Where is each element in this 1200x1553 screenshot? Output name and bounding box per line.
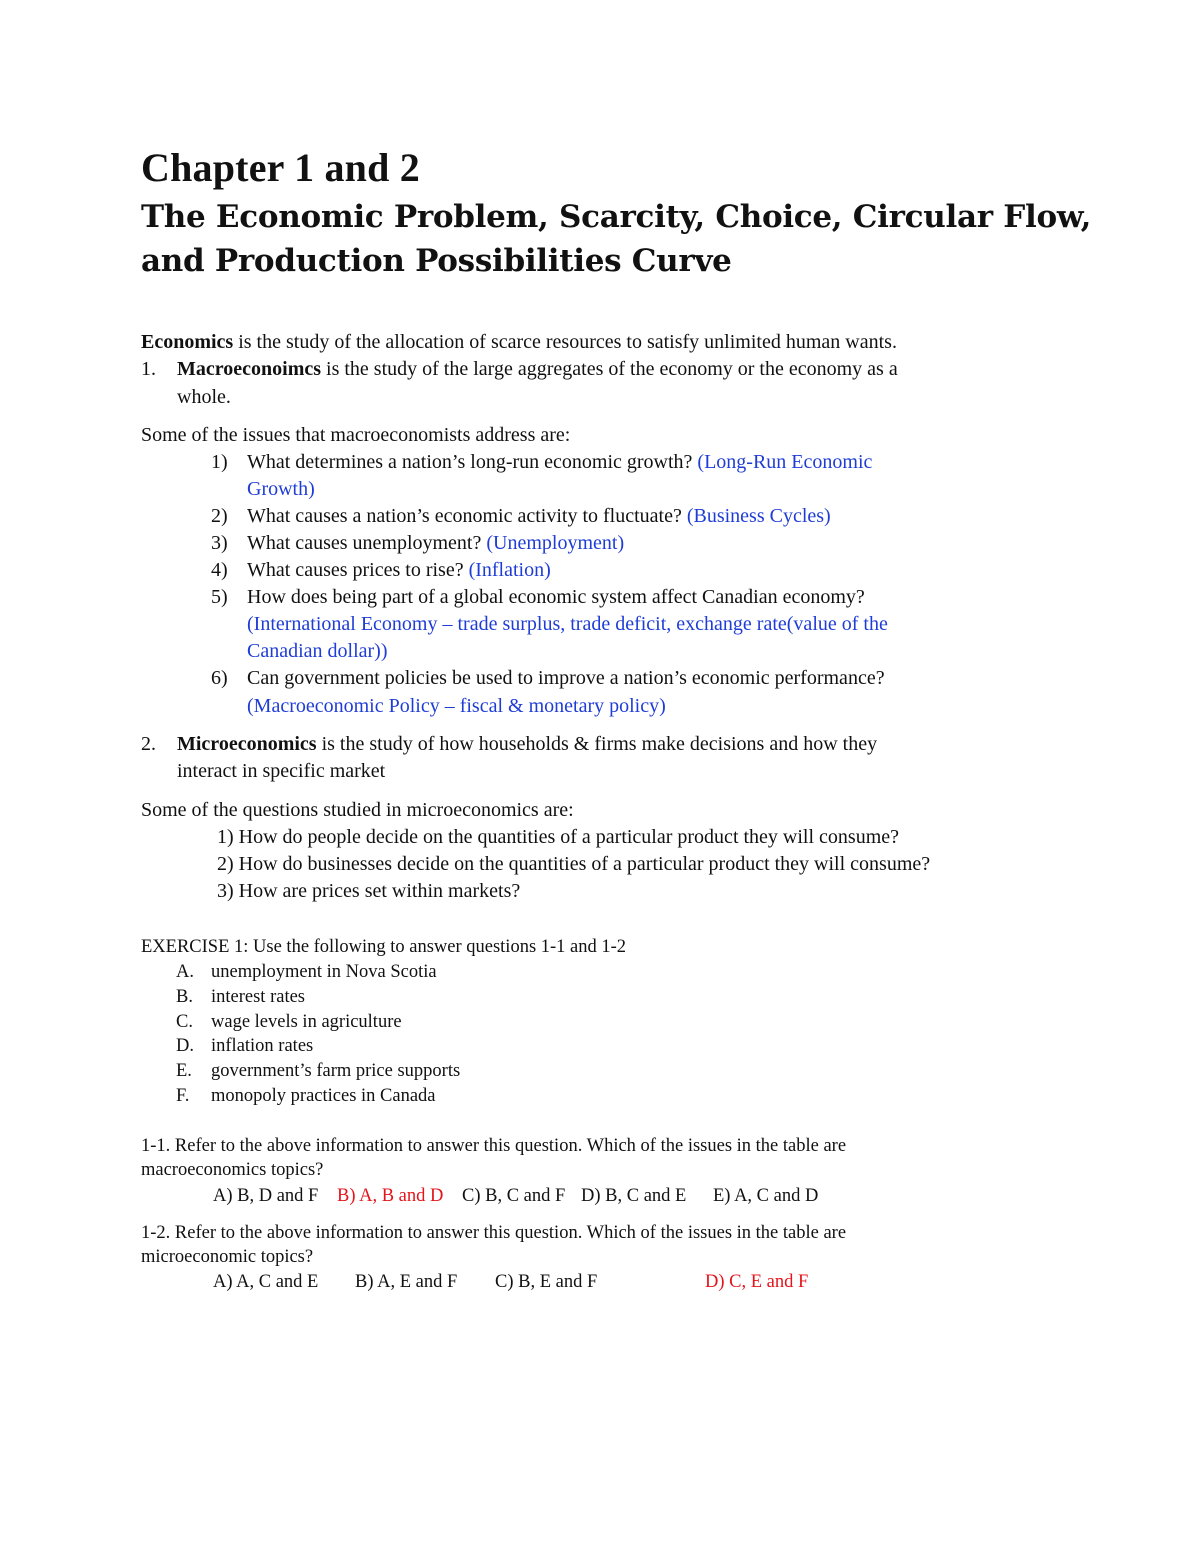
question-1-1-text: 1-1. Refer to the above information to answer this question. Which of the issues in the table are [141, 1136, 847, 1156]
macro-item-question: How does being part of a global economic system affect Canadian economy? [247, 586, 865, 608]
macro-definition-text: is the study of the large aggregates of the economy or the economy as a [321, 358, 898, 380]
macro-item-answer: (International Economy – trade surplus, trade deficit, exchange rate(value of the [247, 613, 888, 635]
answer-choice: A) A, C and E [213, 1272, 319, 1292]
question-1-2-text: 1-2. Refer to the above information to answer this question. Which of the issues in the table are [141, 1223, 847, 1243]
economics-term: Economics [141, 331, 234, 353]
macro-item-num: 6) [211, 667, 228, 689]
macro-item-answer: (Business Cycles) [686, 505, 831, 527]
macro-item-answer: (Inflation) [468, 559, 551, 581]
answer-choice: C) B, E and F [495, 1272, 598, 1292]
macro-number: 1. [141, 358, 156, 380]
page-subtitle-line1: The Economic Problem, Scarcity, Choice, Circular Flow, [141, 199, 1092, 235]
economics-definition-text: is the study of the allocation of scarce resources to satisfy unlimited human wants. [233, 331, 897, 353]
page-title: Chapter 1 and 2 [141, 145, 420, 190]
macro-item-num: 5) [211, 586, 228, 608]
macro-item-question: What causes prices to rise? [247, 559, 469, 581]
macro-item-num: 2) [211, 505, 228, 527]
answer-choice: B) A, E and F [355, 1272, 458, 1292]
micro-item: 2) How do businesses decide on the quantities of a particular product they will consume? [217, 853, 931, 875]
exercise-option: government’s farm price supports [211, 1061, 461, 1081]
exercise-option-letter: C. [176, 1012, 193, 1032]
exercise-option-letter: B. [176, 987, 193, 1007]
macro-item-answer: (Macroeconomic Policy – fiscal & monetary policy) [247, 695, 666, 717]
macro-item [247, 451, 872, 474]
macro-item-answer-cont: Growth) [247, 478, 315, 500]
micro-number: 2. [141, 733, 156, 755]
micro-definition-cont: interact in specific market [177, 760, 386, 782]
macro-term: Macroeconoimcs [177, 358, 322, 380]
exercise-option: interest rates [211, 987, 305, 1007]
macro-item [247, 559, 551, 582]
macro-item-question: What causes a nation’s economic activity to fluctuate? [247, 505, 687, 527]
macro-item [247, 532, 624, 555]
macro-item [247, 505, 831, 528]
exercise-option: wage levels in agriculture [211, 1012, 402, 1032]
exercise-option: unemployment in Nova Scotia [211, 962, 437, 982]
page-subtitle-line2: and Production Possibilities Curve [141, 243, 732, 279]
macro-item-question: What determines a nation’s long-run economic growth? [247, 451, 698, 473]
micro-definition-text: is the study of how households & firms make decisions and how they [316, 733, 878, 755]
exercise-option: inflation rates [211, 1036, 314, 1056]
economics-definition [141, 331, 897, 354]
macro-intro: Some of the issues that macroeconomists address are: [141, 424, 571, 446]
exercise-heading: EXERCISE 1: Use the following to answer questions 1-1 and 1-2 [141, 937, 627, 957]
macro-definition [177, 358, 898, 381]
micro-item: 3) How are prices set within markets? [217, 880, 521, 902]
macro-item-num: 3) [211, 532, 228, 554]
macro-item-answer: (Unemployment) [486, 532, 625, 554]
answer-choice-correct: B) A, B and D [337, 1186, 444, 1206]
answer-choice-correct: D) C, E and F [705, 1272, 809, 1292]
macro-item-answer: (Long-Run Economic [697, 451, 873, 473]
exercise-option-letter: D. [176, 1036, 194, 1056]
macro-definition-cont: whole. [177, 386, 231, 408]
micro-item: 1) How do people decide on the quantities of a particular product they will consume? [217, 826, 900, 848]
exercise-option-letter: E. [176, 1061, 192, 1081]
answer-choice: A) B, D and F [213, 1186, 319, 1206]
macro-item-question: Can government policies be used to improve a nation’s economic performance? [247, 667, 885, 689]
question-1-2-text-cont: microeconomic topics? [141, 1247, 314, 1267]
macro-item-answer-cont: Canadian dollar)) [247, 640, 388, 662]
answer-choice: C) B, C and F [462, 1186, 566, 1206]
micro-term: Microeconomics [177, 733, 317, 755]
answer-choice: E) A, C and D [713, 1186, 819, 1206]
exercise-option-letter: A. [176, 962, 194, 982]
macro-item-num: 1) [211, 451, 228, 473]
exercise-option-letter: F. [176, 1086, 190, 1106]
exercise-option: monopoly practices in Canada [211, 1086, 436, 1106]
macro-item-num: 4) [211, 559, 228, 581]
micro-intro: Some of the questions studied in microeconomics are: [141, 799, 574, 821]
macro-item-question: What causes unemployment? [247, 532, 487, 554]
micro-definition [177, 733, 877, 756]
question-1-1-text-cont: macroeconomics topics? [141, 1160, 324, 1180]
answer-choice: D) B, C and E [581, 1186, 687, 1206]
